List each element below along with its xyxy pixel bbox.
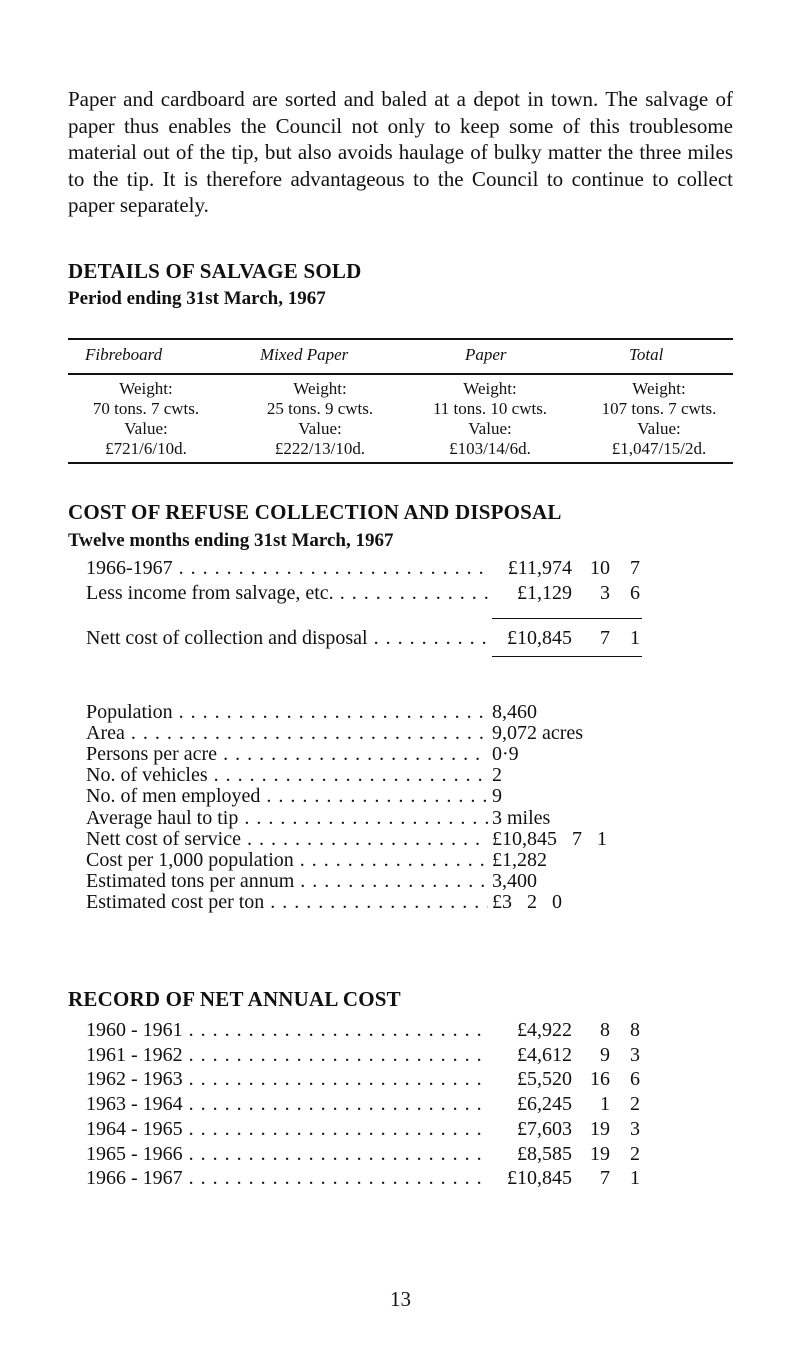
stat-value: 0·9: [492, 743, 519, 766]
stat-label: Population . . .: [86, 701, 488, 724]
cost-row-pence: 6: [630, 582, 640, 604]
paper-weight-label: Weight:: [463, 379, 517, 398]
intro-paragraph: Paper and cardboard are sorted and baled at a depot in town. The salvage of paper thus enables the Council not only to keep some of this troublesome material out of the tip, but also avoids haulage of bulky matter the three miles to the tip. It is therefore advantageous to the Council to continue to collect paper separately.: [68, 87, 733, 217]
nett-cost-shillings: 7: [600, 627, 610, 649]
stat-value: £3 2 0: [492, 890, 562, 913]
stat-value: 3,400: [492, 869, 537, 892]
record-pounds: £5,520: [517, 1068, 572, 1091]
stat-label: No. of vehicles . . .: [86, 764, 488, 787]
record-pence: 3: [630, 1043, 640, 1066]
record-shillings: 9: [600, 1043, 610, 1066]
record-year: 1963 - 1964 . . .: [86, 1093, 488, 1116]
col-head-fibreboard: Fibreboard: [85, 345, 163, 364]
cost-row-pounds: £11,974: [507, 557, 572, 579]
record-shillings: 1: [600, 1093, 610, 1116]
record-shillings: 7: [600, 1167, 610, 1190]
record-year: 1964 - 1965 . . .: [86, 1118, 488, 1141]
page-number: 13: [390, 1287, 411, 1311]
stat-value: £1,282: [492, 848, 547, 871]
col-head-paper: Paper: [465, 345, 507, 364]
nett-cost-label: Nett cost of collection and disposal . . .: [86, 627, 488, 650]
record-pence: 6: [630, 1068, 640, 1091]
stat-label: Cost per 1,000 population . . .: [86, 849, 488, 872]
paper-value: £103/14/6d.: [449, 439, 531, 458]
fibreboard-weight-label: Weight:: [119, 379, 173, 398]
record-year: 1960 - 1961 . . .: [86, 1019, 488, 1042]
stat-value: 8,460: [492, 701, 537, 723]
col-head-total: Total: [629, 345, 664, 364]
record-pence: 8: [630, 1019, 640, 1041]
stat-label: Estimated cost per ton . . .: [86, 891, 488, 914]
record-pounds: £4,612: [517, 1043, 572, 1066]
record-pounds: £8,585: [517, 1142, 572, 1165]
total-weight-label: Weight:: [632, 379, 686, 398]
record-pence: 2: [630, 1093, 640, 1116]
total-value: £1,047/15/2d.: [611, 439, 707, 458]
record-year: 1961 - 1962 . . .: [86, 1044, 488, 1067]
salvage-heading: DETAILS OF SALVAGE SOLD: [68, 259, 362, 283]
cost-row-shillings: 10: [590, 557, 610, 579]
cost-heading: COST OF REFUSE COLLECTION AND DISPOSAL: [68, 500, 562, 524]
salvage-top-rule: [68, 338, 733, 340]
cost-row-shillings: 3: [600, 582, 610, 604]
stat-label: Estimated tons per annum . . .: [86, 870, 488, 893]
record-heading: RECORD OF NET ANNUAL COST: [68, 987, 401, 1011]
record-shillings: 16: [590, 1068, 610, 1091]
paper-weight: 11 tons. 10 cwts.: [432, 399, 548, 418]
record-shillings: 19: [590, 1117, 610, 1140]
salvage-mid-rule: [68, 373, 733, 375]
stat-label: Persons per acre . . .: [86, 743, 488, 766]
nett-cost-pence: 1: [630, 627, 640, 649]
record-pounds: £6,245: [517, 1093, 572, 1116]
record-pence: 3: [630, 1117, 640, 1140]
cost-total-rule: [492, 656, 642, 657]
nett-cost-pounds: £10,845: [507, 627, 572, 649]
cost-row-label: 1966-1967 . . .: [86, 557, 488, 580]
stat-value: 9: [492, 785, 502, 808]
fibreboard-value-label: Value:: [124, 419, 168, 438]
record-pence: 1: [630, 1167, 640, 1190]
record-shillings: 19: [590, 1142, 610, 1165]
stat-label: No. of men employed . . .: [86, 785, 488, 808]
mixed-paper-weight: 25 tons. 9 cwts.: [266, 399, 374, 418]
total-value-label: Value:: [637, 419, 681, 438]
stat-label: Nett cost of service . . .: [86, 828, 488, 851]
cost-row-pounds: £1,129: [517, 582, 572, 604]
mixed-paper-value-label: Value:: [298, 419, 342, 438]
mixed-paper-value: £222/13/10d.: [274, 439, 366, 458]
cost-subtotal-rule: [492, 618, 642, 619]
cost-row-label: Less income from salvage, etc. . . .: [86, 582, 488, 605]
stat-label: Area . . .: [86, 722, 488, 745]
stat-value: 2: [492, 764, 502, 787]
stat-value: £10,845 7 1: [492, 827, 607, 850]
mixed-paper-weight-label: Weight:: [293, 379, 347, 398]
paper-value-label: Value:: [468, 419, 512, 438]
record-shillings: 8: [600, 1019, 610, 1041]
fibreboard-value: £721/6/10d.: [105, 439, 187, 458]
record-pounds: £7,603: [517, 1117, 572, 1140]
record-pounds: £10,845: [507, 1167, 572, 1190]
stat-label: Average haul to tip . . .: [86, 807, 488, 830]
salvage-bottom-rule: [68, 462, 733, 464]
record-year: 1965 - 1966 . . .: [86, 1143, 488, 1166]
record-pence: 2: [630, 1142, 640, 1165]
cost-row-pence: 7: [630, 557, 640, 579]
stat-value: 3 miles: [492, 806, 551, 829]
total-weight: 107 tons. 7 cwts.: [601, 399, 717, 418]
record-year: 1962 - 1963 . . .: [86, 1068, 488, 1091]
cost-subheading: Twelve months ending 31st March, 1967: [68, 530, 394, 551]
record-year: 1966 - 1967 . . .: [86, 1167, 488, 1190]
col-head-mixed-paper: Mixed Paper: [260, 345, 349, 364]
salvage-subheading: Period ending 31st March, 1967: [68, 288, 326, 309]
record-pounds: £4,922: [517, 1019, 572, 1041]
fibreboard-weight: 70 tons. 7 cwts.: [92, 399, 200, 418]
stat-value: 9,072 acres: [492, 722, 584, 745]
